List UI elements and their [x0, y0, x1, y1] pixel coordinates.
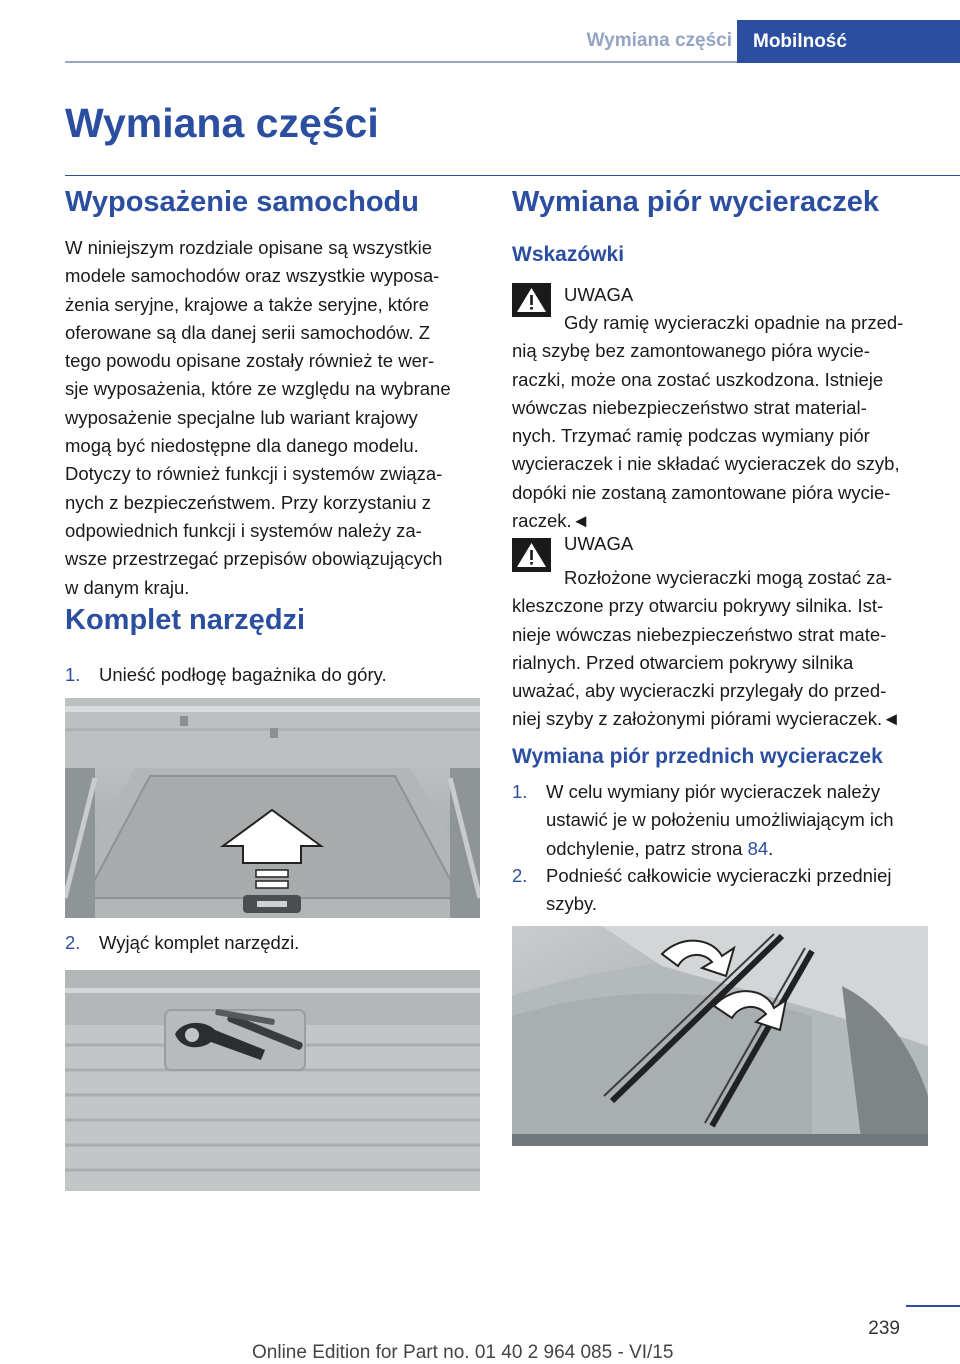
equipment-line: wsze przestrzegać przepisów obowiązujących: [65, 548, 443, 570]
edition-note: Online Edition for Part no. 01 40 2 964 085 - VI/15: [252, 1342, 674, 1363]
warning-line: kleszczone przy otwarciu pokrywy silnika. Ist‐: [512, 595, 884, 617]
header-chapter-tab[interactable]: [737, 20, 960, 63]
list-item: [512, 778, 932, 863]
warning-line: dopóki nie zostaną zamontowane pióra wycie‐: [512, 481, 891, 503]
step-text-last: [546, 835, 932, 863]
step-text: W celu wymiany piór wycieraczek należy: [546, 781, 881, 802]
heading-wipers: Wymiana piór wycieraczek: [512, 186, 879, 218]
step-text: odchylenie, patrz strona: [546, 837, 748, 859]
warning-line: Rozłożone wycieraczki mogą zostać za‐: [564, 567, 892, 588]
list-item: [65, 929, 485, 957]
list-item: [512, 862, 932, 919]
step-text: Podnieść całkowicie wycieraczki przedniej: [546, 865, 892, 886]
heading-front-wipers: Wymiana piór przednich wycieraczek: [512, 745, 883, 768]
warning-text: [512, 309, 932, 535]
equipment-line: tego powodu opisane zostały również te wer‐: [65, 350, 435, 372]
equipment-line: odpowiednich funkcji i systemów należy za‐: [65, 519, 422, 541]
wipers-illustration: [512, 926, 928, 1146]
equipment-line: w danym kraju.: [65, 576, 190, 598]
step-number: 2.: [65, 932, 81, 953]
step-number: 1.: [65, 664, 81, 685]
equipment-line: W niniejszym rozdziale opisane są wszystkie: [65, 237, 433, 258]
header-section-title: Wymiana części: [586, 30, 732, 51]
warning-line: nią szybę bez zamontowanego pióra wycie‐: [512, 340, 870, 362]
equipment-line: nych z bezpieczeństwem. Przy korzystaniu z: [65, 491, 432, 513]
warning-line: Gdy ramię wycieraczki opadnie na przed‐: [564, 312, 904, 333]
warning-line: raczki, może ona zostać uszkodzona. Istnieje: [512, 368, 884, 390]
warning-line: nych. Trzymać ramię podczas wymiany piór: [512, 425, 870, 447]
page-title: Wymiana części: [65, 100, 379, 146]
warning-line: nieje wówczas niebezpieczeństwo strat mate‐: [512, 623, 887, 645]
equipment-line: sje wyposażenia, które ze względu na wybrane: [65, 378, 451, 400]
list-item: [65, 661, 485, 689]
equipment-line: żenia seryjne, krajowe a także seryjne, które: [65, 293, 430, 315]
equipment-line: mogą być niedostępne dla danego modelu.: [65, 435, 419, 457]
footer-rule: [906, 1305, 960, 1307]
equipment-line: wyposażenie specjalne lub wariant krajowy: [65, 406, 418, 428]
toolkit-photo: [65, 970, 480, 1191]
step-text: Unieść podłogę bagażnika do góry.: [99, 664, 387, 685]
equipment-line: oferowane są dla danej serii samochodów. Z: [65, 321, 431, 343]
warning-line: rialnych. Przed otwarciem pokrywy silnika: [512, 651, 854, 673]
toolkit-illustration: [65, 970, 480, 1191]
step-number: 2.: [512, 865, 528, 886]
warning-heading: UWAGA: [564, 533, 634, 554]
warning-line: uważać, aby wycieraczki przylegały do przed‐: [512, 680, 887, 702]
warning-line: raczek.◄: [512, 510, 590, 532]
page-reference-link[interactable]: 84: [747, 837, 769, 859]
header-chapter-label: Mobilność: [753, 31, 847, 52]
step-text: Wyjąć komplet narzędzi.: [99, 932, 300, 953]
step-text: .: [768, 837, 774, 859]
trunk-floor-photo: [65, 698, 480, 918]
equipment-line: modele samochodów oraz wszystkie wyposa‐: [65, 265, 440, 287]
step-text: szyby.: [546, 893, 598, 915]
heading-notes: Wskazówki: [512, 243, 625, 266]
page-number: 239: [868, 1318, 900, 1339]
warning-line: wówczas niebezpieczeństwo strat material‐: [512, 396, 867, 418]
step-number: 1.: [512, 781, 528, 802]
equipment-paragraph: [65, 234, 485, 602]
wipers-photo: [512, 926, 928, 1146]
warning-text: [512, 564, 932, 734]
warning-line: wycieraczek i nie składać wycieraczek do szyb,: [512, 453, 900, 475]
heading-equipment: Wyposażenie samochodu: [65, 186, 419, 218]
warning-heading: UWAGA: [564, 284, 634, 305]
heading-toolkit: Komplet narzędzi: [65, 604, 306, 636]
title-rule: [65, 175, 960, 176]
warning-line: niej szyby z założonymi piórami wycieraczek.◄: [512, 708, 901, 730]
equipment-line: Dotyczy to również funkcji i systemów związa‐: [65, 463, 443, 485]
step-text: ustawić je w położeniu umożliwiającym ich: [546, 809, 894, 831]
trunk-floor-illustration: [65, 698, 480, 918]
